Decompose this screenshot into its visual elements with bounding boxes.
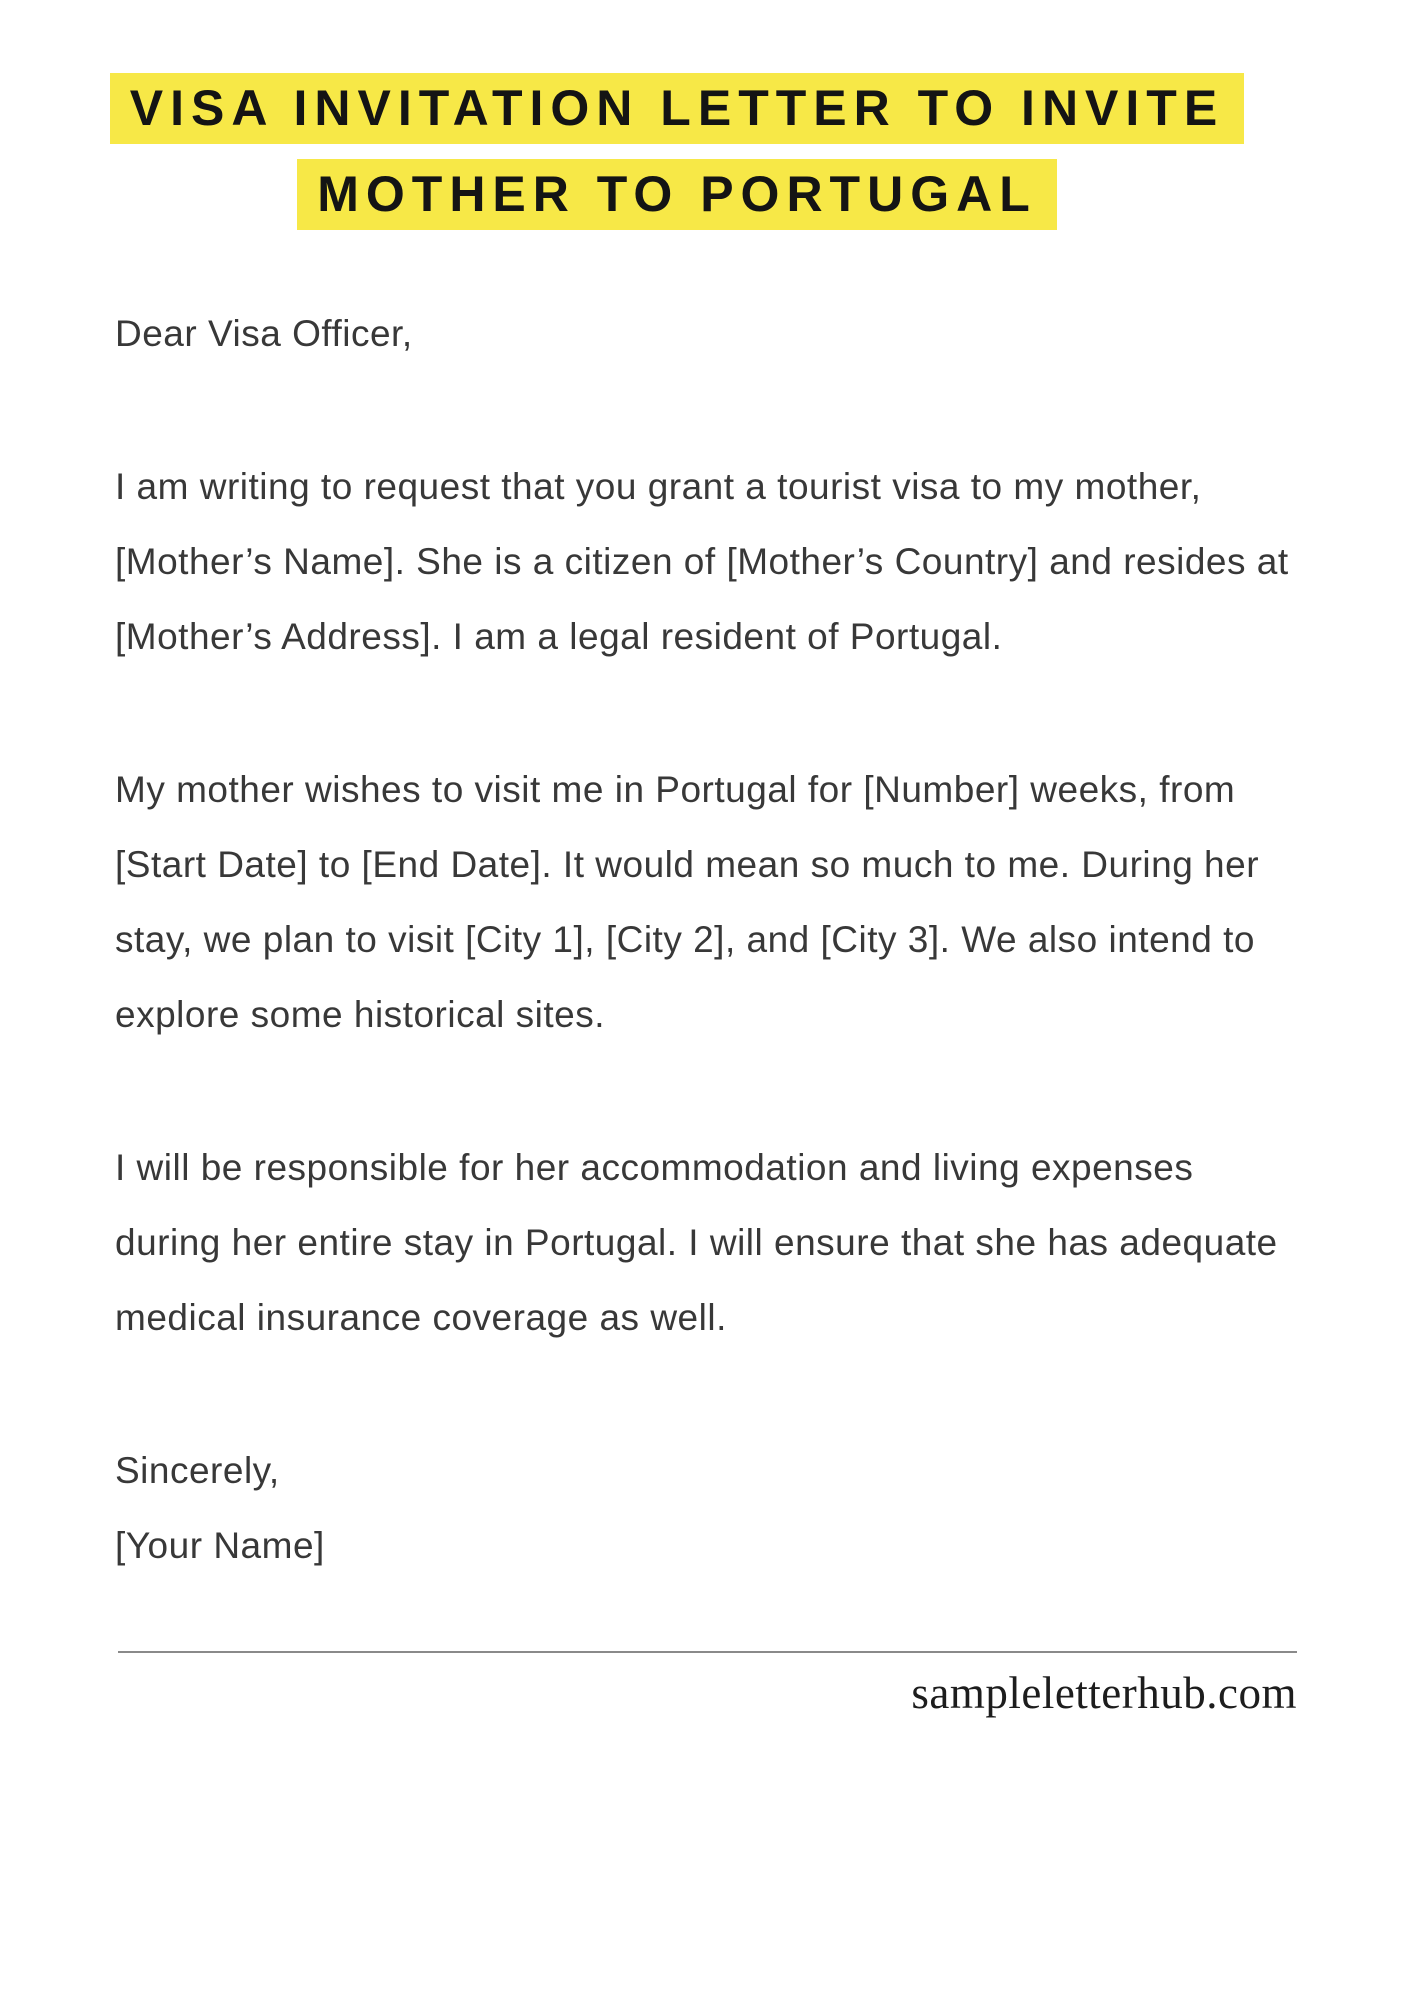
footer-divider — [118, 1651, 1297, 1653]
title-line-1-text: VISA INVITATION LETTER TO INVITE — [110, 73, 1244, 144]
paragraph: I am writing to request that you grant a tourist visa to my mother, [Mother’s Name]. She is a citizen of [Mother’s Country] and resides at [Mother’s Address]. I am a legal resident of Portugal. — [115, 466, 1289, 657]
title-line-1 — [57, 73, 1297, 151]
letter-body — [115, 296, 1297, 1583]
title-line-2-text: MOTHER TO PORTUGAL — [297, 159, 1057, 230]
paragraph: I will be responsible for her accommodation and living expenses during her entire stay in Portugal. I will ensure that she has adequate medical insurance coverage as well. — [115, 1147, 1278, 1338]
letter-title — [57, 0, 1297, 237]
closing: Sincerely, — [115, 1450, 280, 1491]
footer-website: sampleletterhub.com — [911, 1668, 1297, 1718]
footer — [118, 1651, 1297, 1719]
title-line-2 — [57, 159, 1297, 237]
paragraphs-container — [115, 449, 1297, 1355]
signature-block — [115, 1433, 1297, 1583]
paragraph: My mother wishes to visit me in Portugal for [Number] weeks, from [Start Date] to [End Date]. It would mean so much to me. During her stay, we plan to visit [City 1], [City 2], and [City 3]. We also intend to explore some historical sites. — [115, 769, 1260, 1035]
signature-name: [Your Name] — [115, 1525, 325, 1566]
salutation: Dear Visa Officer, — [115, 313, 413, 354]
